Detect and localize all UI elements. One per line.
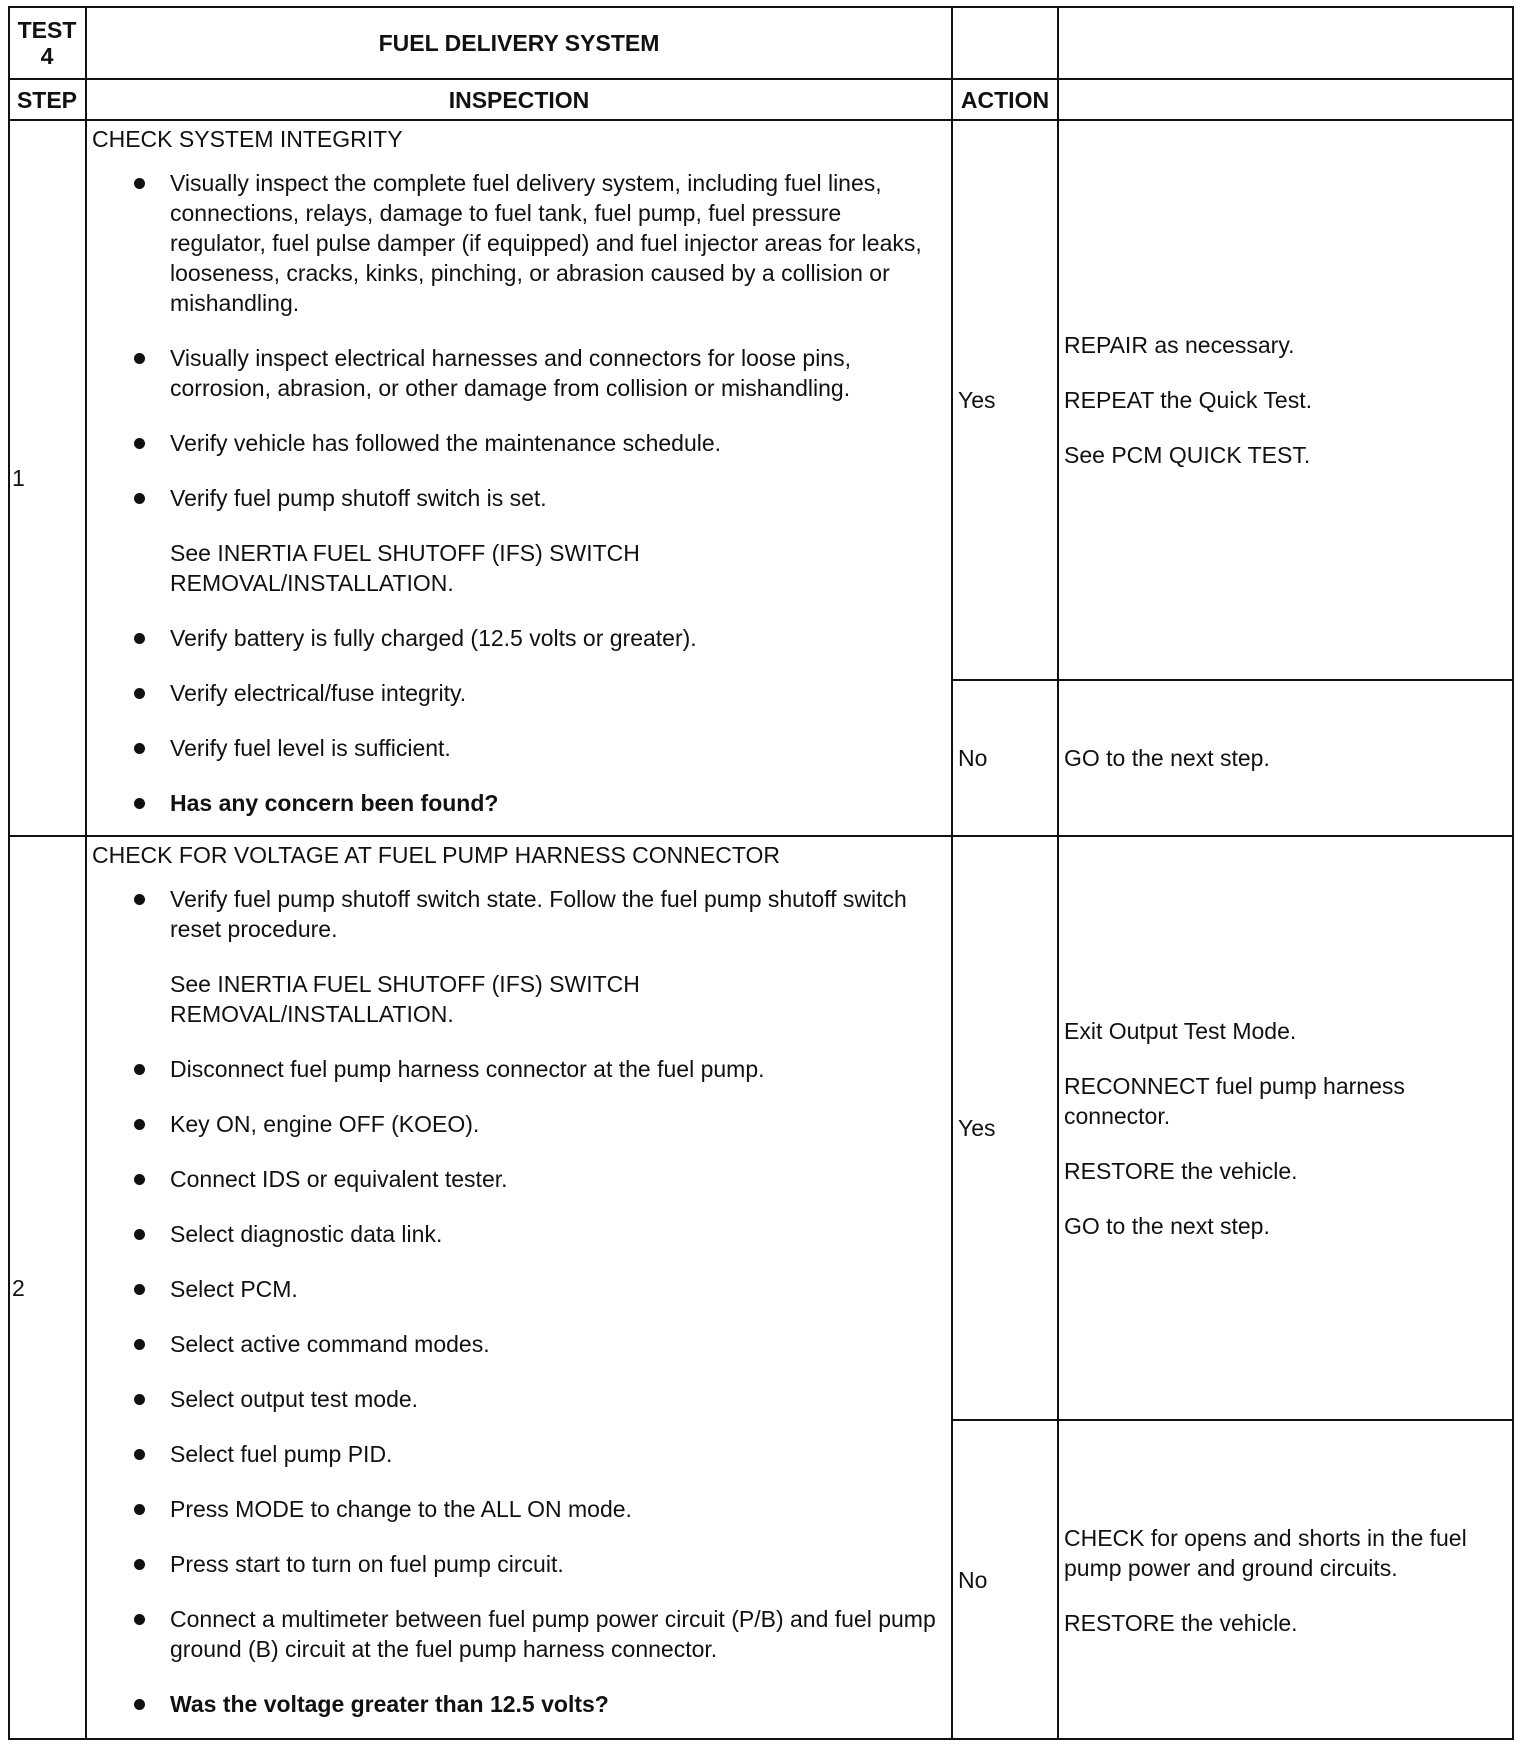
bullet-icon — [134, 894, 145, 905]
column-header-step: STEP — [16, 86, 78, 113]
action-yes: Yes — [958, 387, 996, 413]
bullet-icon — [134, 1229, 145, 1240]
result-line: CHECK for opens and shorts in the fuel pump power and ground circuits. — [1064, 1524, 1467, 1581]
diagnostic-table — [8, 6, 1514, 1740]
result-yes — [1058, 120, 1514, 680]
bullet-icon — [134, 1559, 145, 1570]
inspection-item: Verify battery is fully charged (12.5 volts or greater). — [92, 623, 942, 653]
step-inspection — [86, 120, 952, 836]
bullet-icon — [134, 1339, 145, 1350]
inspection-item: Select fuel pump PID. — [92, 1439, 942, 1469]
inspection-item: Visually inspect the complete fuel delivery system, including fuel lines, connections, relays, damage to fuel tank, fuel pump, fuel pressure regulator, fuel pulse damper (if equipped) and fuel injector areas for leaks, looseness, cracks, kinks, pinching, or abrasion caused by a collision or mishandling. — [92, 168, 942, 318]
test-label: TEST — [17, 16, 77, 43]
page-title: FUEL DELIVERY SYSTEM — [378, 29, 660, 56]
result-no — [1058, 680, 1514, 836]
bullet-icon — [134, 798, 145, 809]
bullet-icon — [134, 1119, 145, 1130]
bullet-icon — [134, 178, 145, 189]
inspection-item: Press MODE to change to the ALL ON mode. — [92, 1494, 942, 1524]
result-line: GO to the next step. — [1064, 1212, 1270, 1239]
result-no — [1058, 1420, 1514, 1740]
inspection-item: Verify fuel pump shutoff switch is set. — [92, 483, 942, 513]
bullet-icon — [134, 743, 145, 754]
inspection-item: Select diagnostic data link. — [92, 1219, 942, 1249]
result-line: See PCM QUICK TEST. — [1064, 442, 1311, 468]
inspection-item: Verify fuel pump shutoff switch state. Follow the fuel pump shutoff switch reset procedure. — [92, 884, 942, 944]
step-title: CHECK FOR VOLTAGE AT FUEL PUMP HARNESS CONNECTOR — [92, 842, 780, 868]
result-line: REPEAT the Quick Test. — [1064, 387, 1312, 413]
column-header-inspection: INSPECTION — [448, 86, 590, 113]
inspection-item: Verify electrical/fuse integrity. — [92, 678, 942, 708]
bullet-icon — [134, 438, 145, 449]
bullet-icon — [134, 1699, 145, 1710]
bullet-icon — [134, 1504, 145, 1515]
inspection-question: Was the voltage greater than 12.5 volts? — [92, 1689, 942, 1719]
bullet-icon — [134, 353, 145, 364]
bullet-icon — [134, 1064, 145, 1075]
result-line: RESTORE the vehicle. — [1064, 1609, 1298, 1636]
inspection-item: Key ON, engine OFF (KOEO). — [92, 1109, 942, 1139]
bullet-icon — [134, 1174, 145, 1185]
inspection-item: Press start to turn on fuel pump circuit. — [92, 1549, 942, 1579]
inspection-item: Select PCM. — [92, 1274, 942, 1304]
inspection-item: Visually inspect electrical harnesses and connectors for loose pins, corrosion, abrasion, or other damage from collision or mishandling. — [92, 343, 942, 403]
bullet-icon — [134, 493, 145, 504]
test-label-cell — [8, 6, 86, 79]
result-line: Exit Output Test Mode. — [1064, 1017, 1297, 1044]
inspection-item: Connect a multimeter between fuel pump power circuit (P/B) and fuel pump ground (B) circuit at the fuel pump harness connector. — [92, 1604, 942, 1664]
inspection-item: Select output test mode. — [92, 1384, 942, 1414]
bullet-icon — [134, 633, 145, 644]
result-line: RECONNECT fuel pump harness connector. — [1064, 1072, 1405, 1129]
test-number: 4 — [40, 42, 54, 69]
action-no: No — [958, 1567, 988, 1593]
bullet-icon — [134, 1284, 145, 1295]
inspection-item: Disconnect fuel pump harness connector at the fuel pump. — [92, 1054, 942, 1084]
bullet-icon — [134, 1449, 145, 1460]
action-no: No — [958, 745, 988, 771]
column-header-action: ACTION — [960, 86, 1050, 113]
result-yes — [1058, 836, 1514, 1420]
bullet-icon — [134, 1614, 145, 1625]
inspection-item: Select active command modes. — [92, 1329, 942, 1359]
step-number: 2 — [12, 1275, 25, 1301]
action-yes: Yes — [958, 1115, 996, 1141]
inspection-item: Connect IDS or equivalent tester. — [92, 1164, 942, 1194]
step-number: 1 — [12, 465, 25, 491]
result-line: GO to the next step. — [1064, 745, 1270, 771]
inspection-item: Verify vehicle has followed the maintenance schedule. — [92, 428, 942, 458]
bullet-icon — [134, 1394, 145, 1405]
inspection-note: See INERTIA FUEL SHUTOFF (IFS) SWITCH REMOVAL/INSTALLATION. — [170, 971, 640, 1027]
bullet-icon — [134, 688, 145, 699]
step-title: CHECK SYSTEM INTEGRITY — [92, 126, 403, 152]
inspection-question: Has any concern been found? — [92, 788, 942, 818]
inspection-note: See INERTIA FUEL SHUTOFF (IFS) SWITCH REMOVAL/INSTALLATION. — [170, 540, 640, 596]
result-line: REPAIR as necessary. — [1064, 332, 1295, 358]
inspection-item: Verify fuel level is sufficient. — [92, 733, 942, 763]
result-line: RESTORE the vehicle. — [1064, 1157, 1298, 1184]
step-inspection — [86, 836, 952, 1740]
